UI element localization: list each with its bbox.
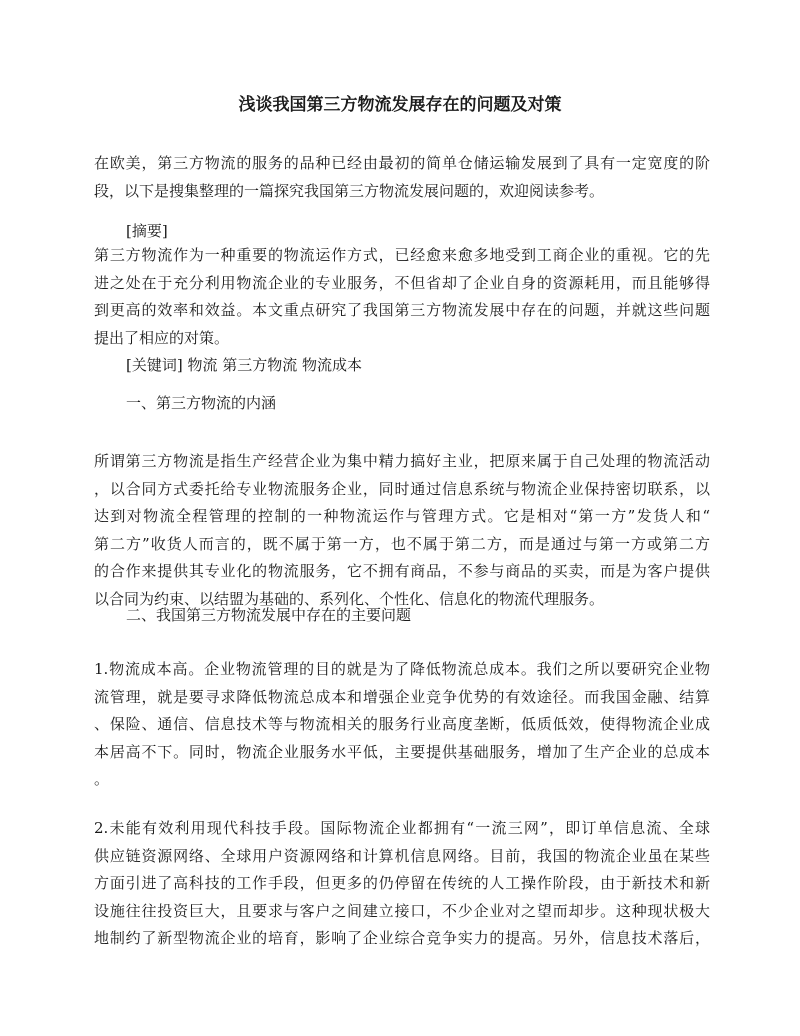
text-line: 供应链资源网络、全球用户资源网络和计算机信息网络。目前，我国的物流企业虽在某些 bbox=[94, 846, 710, 865]
text-line: 第三方物流作为一种重要的物流运作方式，已经愈来愈多地受到工商企业的重视。它的先 bbox=[94, 246, 710, 264]
text-line: 。 bbox=[94, 770, 110, 788]
text-line: 1.物流成本高。企业物流管理的目的就是为了降低物流总成本。我们之所以要研究企业物 bbox=[94, 660, 710, 678]
text-line: 方面引进了高科技的工作手段，但更多的仍停留在传统的人工操作阶段，由于新技术和新 bbox=[94, 874, 710, 892]
section1-paragraph bbox=[94, 448, 710, 613]
text-line: 在欧美，第三方物流的服务的品种已经由最初的简单仓储运输发展到了具有一定宽度的阶 bbox=[94, 154, 710, 172]
text-line: 本居高不下。同时，物流企业服务水平低，主要提供基础服务，增加了生产企业的总成本 bbox=[94, 742, 710, 761]
text-line: 达到对物流全程管理的控制的一种物流运作与管理方式。它是相对“第一方”发货人和“ bbox=[94, 507, 710, 525]
text-line: 以合同为约束、以结盟为基础的、系列化、个性化、信息化的物流代理服务。 bbox=[94, 589, 605, 608]
text-line: 2.未能有效利用现代科技手段。国际物流企业都拥有“一流三网”，即订单信息流、全球 bbox=[94, 819, 710, 837]
keywords-line: [关键词] 物流 第三方物流 物流成本 bbox=[126, 356, 363, 374]
intro-paragraph bbox=[94, 150, 710, 205]
text-line: ，以合同方式委托给专业物流服务企业，同时通过信息系统与物流企业保持密切联系，以 bbox=[94, 479, 710, 498]
section-heading-2: 二、我国第三方物流发展中存在的主要问题 bbox=[126, 606, 412, 624]
text-line: 流管理，就是要寻求降低物流总成本和增强企业竞争优势的有效途径。而我国金融、结算 bbox=[94, 687, 710, 706]
abstract-paragraph bbox=[94, 242, 710, 352]
text-line: 所谓第三方物流是指生产经营企业为集中精力搞好主业，把原来属于自己处理的物流活动 bbox=[94, 452, 710, 470]
point2-paragraph bbox=[94, 815, 710, 953]
text-line: 提出了相应的对策。 bbox=[94, 328, 230, 347]
text-line: 到更高的效率和效益。本文重点研究了我国第三方物流发展中存在的问题，并就这些问题 bbox=[94, 301, 710, 319]
abstract-label: [摘要] bbox=[126, 222, 168, 240]
text-line: 的合作来提供其专业化的物流服务，它不拥有商品，不参与商品的买卖，而是为客户提供 bbox=[94, 562, 710, 580]
point1-paragraph bbox=[94, 656, 710, 794]
text-line: 设施往往投资巨大，且要求与客户之间建立接口，不少企业对之望而却步。这种现状极大 bbox=[94, 901, 710, 920]
text-line: 第二方”收货人而言的，既不属于第一方，也不属于第二方，而是通过与第一方或第二方 bbox=[94, 534, 710, 553]
text-line: 进之处在于充分利用物流企业的专业服务，不但省却了企业自身的资源耗用，而且能够得 bbox=[94, 273, 710, 292]
section-heading-1: 一、第三方物流的内涵 bbox=[126, 394, 277, 412]
text-line: 、保险、通信、信息技术等与物流相关的服务行业高度垄断，低质低效，使得物流企业成 bbox=[94, 715, 710, 733]
document-title: 浅谈我国第三方物流发展存在的问题及对策 bbox=[238, 95, 562, 115]
text-line: 段，以下是搜集整理的一篇探究我国第三方物流发展问题的，欢迎阅读参考。 bbox=[94, 181, 605, 200]
text-line: 地制约了新型物流企业的培育，影响了企业综合竞争实力的提高。另外，信息技术落后， bbox=[94, 929, 710, 947]
